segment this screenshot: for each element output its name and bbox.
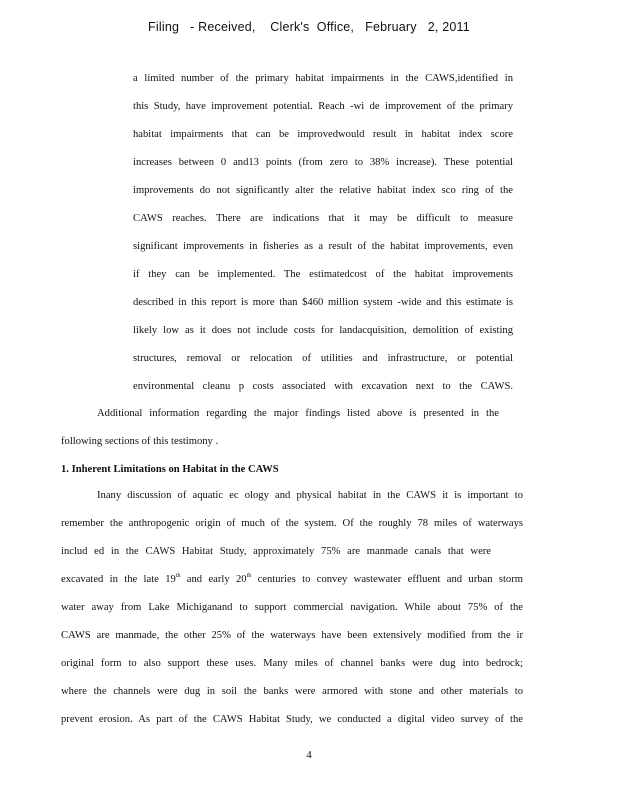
text-line: significant improvements in fisheries as a result of the habitat improvements, even [133,241,513,252]
text-line [61,575,523,586]
text-line: described in this report is more than $460 million system -wide and this estimate is [133,297,513,308]
text-line: where the channels were dug in soil the banks were armored with stone and other materials to [61,686,523,697]
text-line: increases between 0 and13 points (from zero to 38% increase). These potential [133,157,513,168]
ordinal-superscript: th [246,573,252,579]
ordinal-superscript: th [175,573,181,579]
text-line: likely low as it does not include costs for landacquisition, demolition of existing [133,325,513,336]
text-line: remember the anthropogenic origin of much of the system. Of the roughly 78 miles of waterways [61,518,523,529]
text-line: CAWS are manmade, the other 25% of the waterways have been extensively modified from the ir [61,630,523,641]
text-line: CAWS reaches. There are indications that it may be difficult to measure [133,213,513,224]
text-line: if they can be implemented. The estimatedcost of the habitat improvements [133,269,513,280]
text-line: includ ed in the CAWS Habitat Study, approximately 75% are manmade canals that were [61,546,491,557]
text-line: habitat impairments that can be improvedwould result in habitat index score [133,129,513,140]
text-line: prevent erosion. As part of the CAWS Habitat Study, we conducted a digital video survey of the [61,714,523,725]
text-line: environmental cleanu p costs associated with excavation next to the CAWS. [133,381,513,392]
text-line: following sections of this testimony . [61,436,219,447]
text-line: water away from Lake Michiganand to support commercial navigation. While about 75% of the [61,602,523,613]
text-segment: excavated in the late 19 [61,574,176,585]
text-line: this Study, have improvement potential. Reach -wi de improvement of the primary [133,101,513,112]
text-line: improvements do not significantly alter the relative habitat index sco ring of the [133,185,513,196]
text-line: a limited number of the primary habitat impairments in the CAWS,identified in [133,73,513,84]
text-segment: centuries to convey wastewater effluent and urban storm [251,574,523,585]
page-number: 4 [306,749,312,761]
text-line: original form to also support these uses. Many miles of channel banks were dug into bedrock; [61,658,523,669]
text-line: structures, removal or relocation of utilities and infrastructure, or potential [133,353,513,364]
text-line: Additional information regarding the major findings listed above is presented in the [97,408,499,419]
section-heading: 1. Inherent Limitations on Habitat in the CAWS [61,464,279,475]
text-segment: and early 20 [180,574,247,585]
text-line: Inany discussion of aquatic ec ology and physical habitat in the CAWS it is important to [97,490,523,501]
filing-header: Filing - Received, Clerk's Office, February 2, 2011 [148,20,470,34]
